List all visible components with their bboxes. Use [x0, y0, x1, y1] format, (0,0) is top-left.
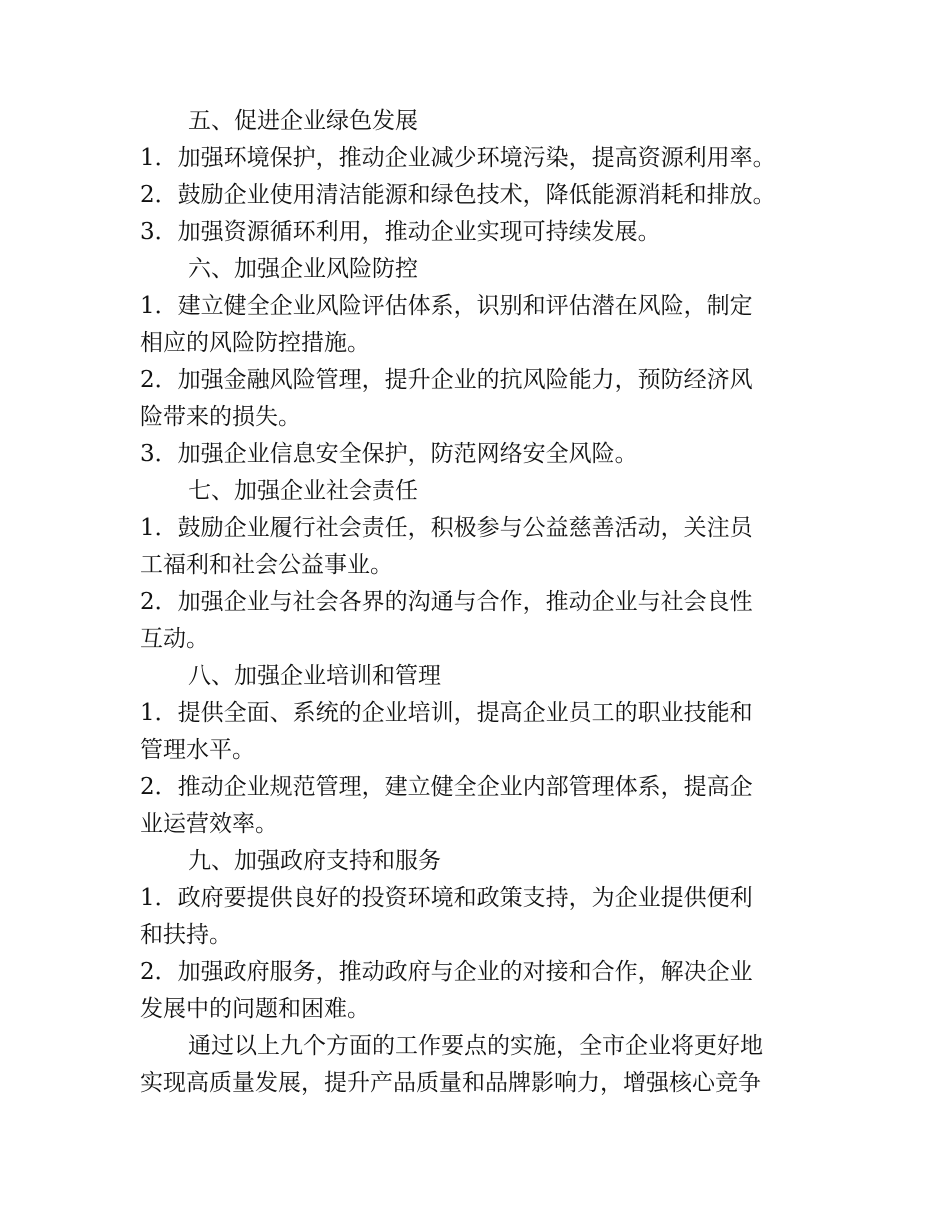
document-body	[140, 103, 840, 1102]
list-item-9-2: 2．加强政府服务，推动政府与企业的对接和合作，解决企业	[140, 959, 753, 985]
conclusion-paragraph-line-1: 通过以上九个方面的工作要点的实施，全市企业将更好地	[188, 1033, 763, 1059]
list-item-7-2: 2．加强企业与社会各界的沟通与合作，推动企业与社会良性	[140, 589, 753, 615]
list-item-8-1: 1．提供全面、系统的企业培训，提高企业员工的职业技能和	[140, 700, 753, 726]
conclusion-paragraph-line-2: 实现高质量发展，提升产品质量和品牌影响力，增强核心竞争	[140, 1070, 761, 1096]
section-heading-7: 七、加强企业社会责任	[188, 478, 418, 504]
list-item-6-2-cont: 险带来的损失。	[140, 404, 301, 430]
section-heading-5: 五、促进企业绿色发展	[188, 108, 418, 134]
list-item-8-2-cont: 业运营效率。	[140, 811, 278, 837]
list-item-7-1-cont: 工福利和社会公益事业。	[140, 552, 393, 578]
section-heading-9: 九、加强政府支持和服务	[188, 848, 441, 874]
section-heading-8: 八、加强企业培训和管理	[188, 663, 441, 689]
list-item-9-1-cont: 和扶持。	[140, 922, 232, 948]
list-item-8-2: 2．推动企业规范管理，建立健全企业内部管理体系，提高企	[140, 774, 753, 800]
list-item-7-2-cont: 互动。	[140, 626, 209, 652]
list-item-7-1: 1．鼓励企业履行社会责任，积极参与公益慈善活动，关注员	[140, 515, 753, 541]
list-item-9-2-cont: 发展中的问题和困难。	[140, 996, 370, 1022]
section-heading-6: 六、加强企业风险防控	[188, 256, 418, 282]
list-item-6-3: 3．加强企业信息安全保护，防范网络安全风险。	[140, 441, 638, 467]
list-item-8-1-cont: 管理水平。	[140, 737, 255, 763]
list-item-9-1: 1．政府要提供良好的投资环境和政策支持，为企业提供便利	[140, 885, 753, 911]
list-item-5-1: 1．加强环境保护，推动企业减少环境污染，提高资源利用率。	[140, 145, 776, 171]
list-item-6-2: 2．加强金融风险管理，提升企业的抗风险能力，预防经济风	[140, 367, 753, 393]
list-item-6-1: 1．建立健全企业风险评估体系，识别和评估潜在风险，制定	[140, 293, 753, 319]
list-item-5-3: 3．加强资源循环利用，推动企业实现可持续发展。	[140, 219, 661, 245]
list-item-6-1-cont: 相应的风险防控措施。	[140, 330, 370, 356]
list-item-5-2: 2．鼓励企业使用清洁能源和绿色技术，降低能源消耗和排放。	[140, 182, 776, 208]
